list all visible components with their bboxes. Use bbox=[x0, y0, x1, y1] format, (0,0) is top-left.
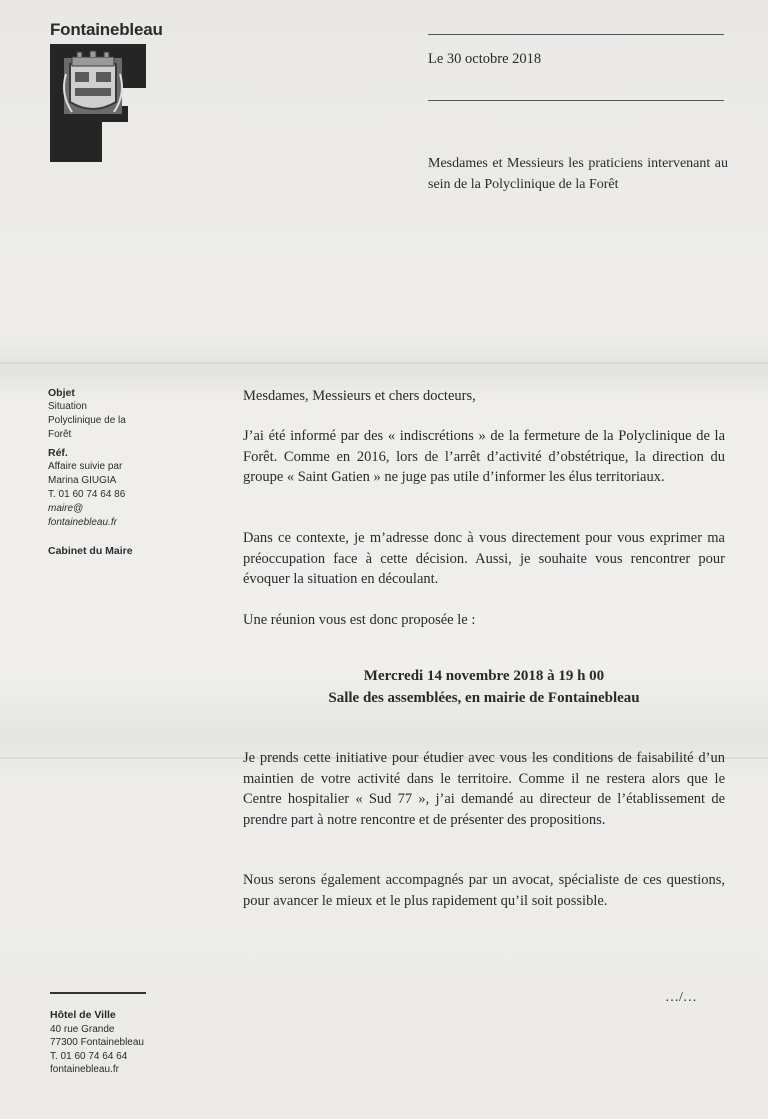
footer-line: 77300 Fontainebleau bbox=[50, 1037, 144, 1048]
continuation-mark: …/… bbox=[665, 990, 697, 1005]
meeting-place: Salle des assemblées, en mairie de Fontainebleau bbox=[328, 690, 640, 706]
paragraph-text: Une réunion vous est donc proposée le : bbox=[243, 612, 476, 628]
paragraph-text: Nous serons également accompagnés par un avocat, spécialiste de ces questions, pour avancer le mieux et le plus rapidement qu’il soit possible. bbox=[243, 872, 725, 909]
email-line: maire@ bbox=[48, 503, 84, 514]
meeting-date: Mercredi 14 novembre 2018 à 19 h 00 bbox=[363, 668, 605, 684]
footer-title: Hôtel de Ville bbox=[50, 1009, 116, 1021]
paragraph-text: Dans ce contexte, je m’adresse donc à vous directement pour vous exprimer ma préoccupation face à cette décision. Aussi, je souhaite vous rencontrer pour évoquer la situation en découlant. bbox=[243, 530, 725, 587]
letterhead-brand: Fontainebleau bbox=[50, 20, 163, 39]
sidebar-ref bbox=[48, 446, 125, 530]
salutation-text: Mesdames, Messieurs et chers docteurs, bbox=[243, 388, 476, 404]
objet-line: Forêt bbox=[48, 429, 72, 440]
paragraph-3 bbox=[243, 610, 725, 631]
recipient-address: Mesdames et Messieurs les praticiens intervenant au sein de la Polyclinique de la Forêt bbox=[428, 156, 728, 192]
ref-line: T. 01 60 74 64 86 bbox=[48, 489, 126, 500]
footer-rule bbox=[50, 992, 146, 994]
footer-line: T. 01 60 74 64 64 bbox=[50, 1050, 128, 1062]
footer-line: 40 rue Grande bbox=[50, 1023, 115, 1035]
paragraph-1 bbox=[243, 426, 725, 488]
footer-address bbox=[50, 1009, 144, 1077]
sidebar-objet bbox=[48, 386, 126, 442]
paragraph-2 bbox=[243, 528, 725, 590]
paragraph-5 bbox=[243, 870, 725, 911]
objet-line: Polyclinique de la bbox=[48, 415, 126, 426]
objet-label: Objet bbox=[48, 387, 75, 399]
header-rule bbox=[428, 100, 724, 101]
paper-fold bbox=[0, 362, 768, 364]
footer-line: fontainebleau.fr bbox=[50, 1064, 119, 1075]
objet-line: Situation bbox=[48, 401, 87, 412]
paragraph-text: Je prends cette initiative pour étudier avec vous les conditions de faisabilité d’un maintien de votre activité dans le territoire. Comme il ne restera alors que le Centre hospitalier « Sud 77 », j’ai demandé au directeur de l’établissement de prendre part à notre rencontre et de présenter des propositions. bbox=[243, 750, 725, 828]
paragraph-4 bbox=[243, 748, 725, 830]
email-line: fontainebleau.fr bbox=[48, 517, 117, 528]
paragraph-text: J’ai été informé par des « indiscrétions » de la fermeture de la Polyclinique de la Forêt. Comme en 2016, lors de l’arrêt d’activité d’obstétrique, la direction du groupe « Saint Gatien » ne juge pas utile d’informer les élus territoriaux. bbox=[243, 428, 725, 485]
ref-label: Réf. bbox=[48, 447, 68, 459]
cabinet-label: Cabinet du Maire bbox=[48, 545, 133, 557]
sidebar-cabinet bbox=[48, 544, 133, 558]
ref-line: Affaire suivie par bbox=[48, 461, 123, 472]
letter-date: Le 30 octobre 2018 bbox=[428, 51, 542, 67]
city-crest-logo-icon bbox=[50, 44, 146, 162]
header-rule bbox=[428, 34, 724, 35]
ref-line: Marina GIUGIA bbox=[48, 475, 117, 486]
salutation bbox=[243, 386, 725, 407]
